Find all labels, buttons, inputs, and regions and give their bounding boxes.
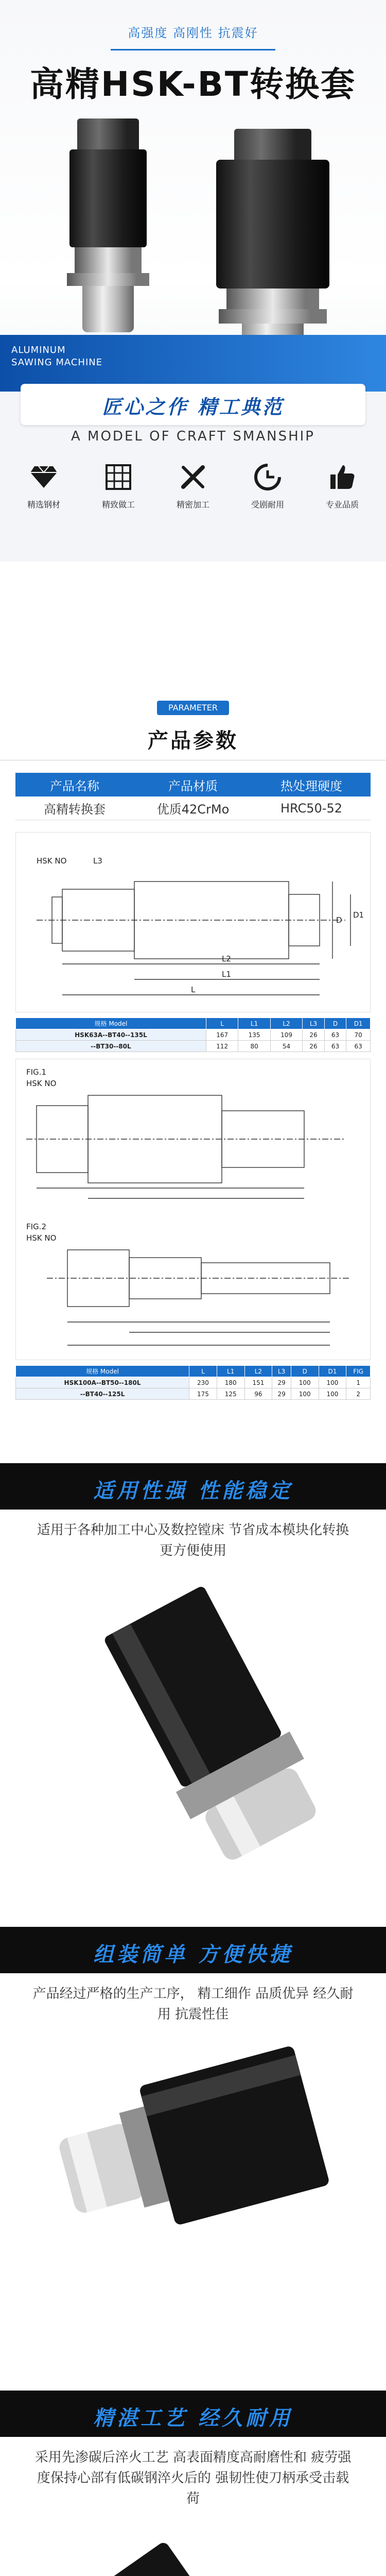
cell: 100 (319, 1377, 346, 1388)
product-photo-1 (31, 1577, 355, 1896)
table-header-row (16, 1018, 371, 1029)
feature-label: 精致做工 (101, 500, 135, 510)
feature-item (162, 461, 224, 510)
cell: 63 (324, 1041, 346, 1052)
block-title-band (0, 1927, 386, 1973)
block-text: 适用于各种加工中心及数控镗床 节省成本模块化转换更方便使用 (37, 1522, 349, 1558)
feature-label: 专业品质 (325, 500, 359, 510)
cell: 63 (324, 1029, 346, 1041)
fig2-label: FIG.2 (26, 1222, 46, 1231)
cell: 230 (189, 1377, 217, 1388)
hsk-no-label: HSK NO (37, 856, 67, 866)
cell: 29 (272, 1377, 291, 1388)
craft-banner (0, 335, 386, 562)
feature-item (13, 461, 75, 510)
curve-icon (252, 461, 284, 493)
cell: 1 (346, 1377, 371, 1388)
cell: 54 (270, 1041, 302, 1052)
feature-block-3 (0, 2375, 386, 2576)
tools-icon (177, 461, 209, 493)
technical-drawing-1 (15, 832, 371, 1012)
feature-item (87, 461, 149, 510)
block-text: 产品经过严格的生产工序， 精工细作 品质优异 经久耐用 抗震性佳 (32, 1986, 354, 2022)
column-header: L2 (244, 1366, 272, 1377)
header-cell: 产品名称 (50, 778, 99, 793)
feature-item (311, 461, 373, 510)
table-row (16, 1029, 371, 1041)
hero-title: 高精HSK-BT转换套 (30, 64, 356, 104)
feature-block-1 (0, 1448, 386, 1911)
hsk-no-label: HSK NO (26, 1079, 57, 1088)
cell: 100 (291, 1377, 319, 1388)
brand-line-2: SAWING MACHINE (11, 357, 103, 368)
craft-slogan: 匠心之作 精工典范 (102, 396, 284, 418)
table-row (16, 1388, 371, 1400)
banner-top-bar (0, 335, 386, 392)
block-title-band (0, 2391, 386, 2437)
column-header: L3 (303, 1018, 325, 1029)
cell: 151 (244, 1377, 272, 1388)
column-header: L (189, 1366, 217, 1377)
header-cell: 产品材质 (168, 778, 218, 793)
hsk-no-label: HSK NO (26, 1233, 57, 1243)
cell: 135 (238, 1029, 270, 1041)
cell: 167 (206, 1029, 238, 1041)
model-cell: HSK100A--BT50--180L (16, 1377, 189, 1388)
column-header: L2 (270, 1018, 302, 1029)
column-header: FIG (346, 1366, 371, 1377)
model-cell: --BT40--125L (16, 1388, 189, 1400)
product-photo-3 (31, 2530, 355, 2576)
block-title: 组装简单 方便快捷 (93, 1943, 293, 1967)
product-image-small (57, 118, 160, 355)
block-title: 适用性强 性能稳定 (93, 1479, 293, 1503)
cell: 180 (217, 1377, 244, 1388)
column-header: D1 (319, 1366, 346, 1377)
craft-slogan-en: A MODEL OF CRAFT SMANSHIP (71, 429, 315, 444)
cell: 100 (291, 1388, 319, 1400)
block-text: 采用先渗碳后淬火工艺 高表面精度高耐磨性和 疲劳强度保持心部有低碳钢淬火后的 强韧性使刀柄承受击载荷 (34, 2450, 352, 2506)
cell: 26 (303, 1041, 325, 1052)
product-table-row (15, 796, 371, 820)
block-title-band (0, 1463, 386, 1510)
column-header: L (206, 1018, 238, 1029)
dim-label-L2: L2 (222, 954, 231, 963)
technical-drawing-2 (15, 1059, 371, 1360)
cell: 100 (319, 1388, 346, 1400)
feature-label: 精密加工 (176, 500, 209, 510)
cell: 26 (303, 1029, 325, 1041)
hero-tags: 高强度 高刚性 抗震好 (128, 26, 258, 40)
cell: 63 (346, 1041, 371, 1052)
dim-label-L1: L1 (222, 970, 231, 979)
parameter-title: 产品参数 (148, 729, 238, 753)
cell: 175 (189, 1388, 217, 1400)
feature-label: 受剧耐用 (251, 500, 284, 510)
dim-label-L: L (191, 985, 196, 994)
column-header: D1 (346, 1018, 371, 1029)
cell: 70 (346, 1029, 371, 1041)
cell: 96 (244, 1388, 272, 1400)
model-cell: --BT30--80L (16, 1041, 206, 1052)
column-header: D (324, 1018, 346, 1029)
dim-label-D: D (336, 916, 342, 925)
block-title: 精湛工艺 经久耐用 (93, 2406, 293, 2430)
column-header: L1 (217, 1366, 244, 1377)
brand-logo (11, 344, 102, 369)
table-row (16, 1041, 371, 1052)
product-photo-2 (31, 2045, 355, 2354)
cell: 109 (270, 1029, 302, 1041)
feature-label: 精选钢材 (27, 500, 60, 510)
column-header: 规格 Model (16, 1366, 189, 1377)
column-header: L1 (238, 1018, 270, 1029)
thumbs-up-icon (326, 461, 358, 493)
brand-line-1: ALUMINUM (11, 345, 66, 355)
cell: HRC50-52 (280, 801, 343, 816)
parameter-pill: PARAMETER (157, 701, 229, 715)
model-cell: HSK63A--BT40--135L (16, 1029, 206, 1041)
spec-table-1 (15, 1018, 371, 1052)
dim-label-D1: D1 (353, 910, 364, 920)
table-row (16, 1377, 371, 1388)
spec-table-2 (15, 1365, 371, 1400)
dim-label-L3: L3 (93, 856, 102, 866)
feature-icons (13, 461, 373, 510)
cell: 80 (238, 1041, 270, 1052)
feature-block-2 (0, 1911, 386, 2375)
column-header: 规格 Model (16, 1018, 206, 1029)
cell: 优质42CrMo (156, 802, 230, 817)
fig1-label: FIG.1 (26, 1067, 46, 1077)
cell: 2 (346, 1388, 371, 1400)
grid-icon (102, 461, 134, 493)
feature-item (237, 461, 299, 510)
header-cell: 热处理硬度 (280, 778, 342, 793)
hero-divider (111, 49, 275, 50)
cell: 29 (272, 1388, 291, 1400)
cell: 125 (217, 1388, 244, 1400)
diamond-icon (28, 461, 60, 493)
column-header: L3 (272, 1366, 291, 1377)
column-header: D (291, 1366, 319, 1377)
table-header-row (16, 1366, 371, 1377)
product-table-header (15, 773, 371, 796)
cell: 112 (206, 1041, 238, 1052)
cell: 高精转换套 (44, 802, 106, 817)
craft-slogan-box (21, 384, 365, 425)
